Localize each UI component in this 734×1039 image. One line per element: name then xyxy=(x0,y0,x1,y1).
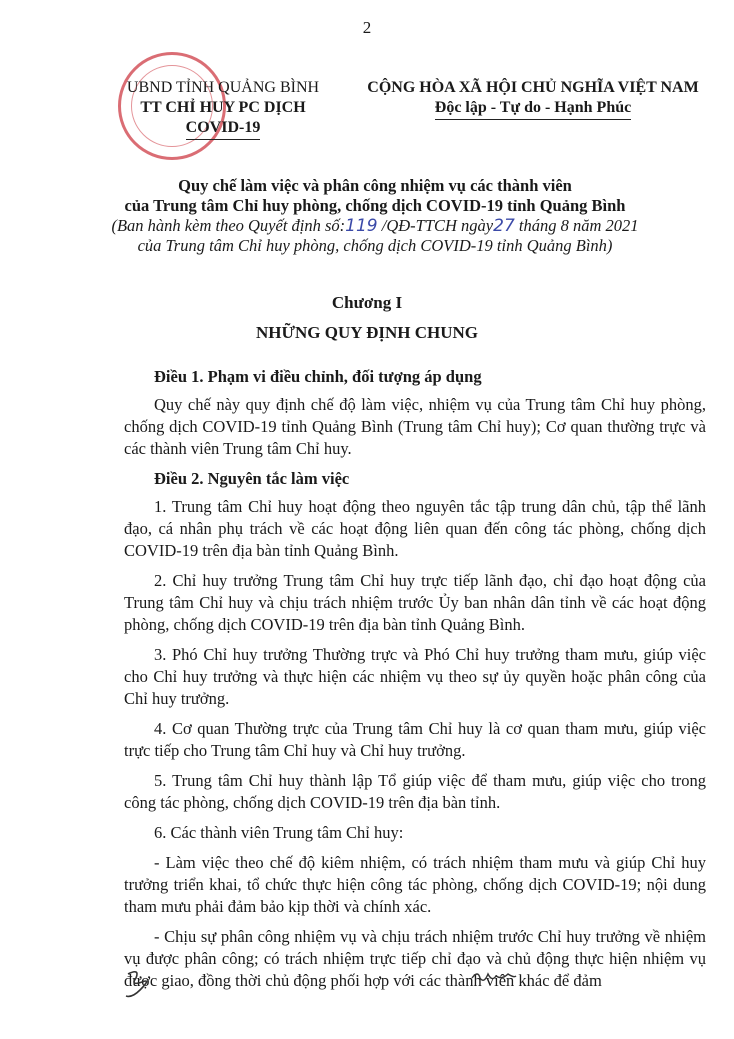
article-2-title: Điều 2. Nguyên tắc làm việc xyxy=(154,469,350,488)
decision-number: 119 xyxy=(345,216,378,236)
title-line-3 xyxy=(80,216,670,236)
chapter-name: NHỮNG QUY ĐỊNH CHUNG xyxy=(255,323,479,342)
title-line-1: Quy chế làm việc và phân công nhiệm vụ các thành viên xyxy=(178,176,572,195)
article-2-item-1: 1. Trung tâm Chỉ huy hoạt động theo nguyên tắc tập trung dân chủ, tập thể lãnh đạo, cá nhân phụ trách về các hoạt động liên quan đến công tác phòng, chống dịch COVID-19 trên địa bàn tỉnh Quảng Bình. xyxy=(124,497,706,560)
initial-signature-left xyxy=(122,966,162,1000)
page-number: 2 xyxy=(362,18,372,37)
article-2-item-6a: - Làm việc theo chế độ kiêm nhiệm, có trách nhiệm tham mưu và giúp Chỉ huy trưởng triển khai, tổ chức thực hiện công tác phòng, chống dịch COVID-19; nội dung tham mưu phải đảm bảo kịp thời và chính xác. xyxy=(124,853,706,916)
decision-ref: /QĐ-TTCH ngày xyxy=(377,216,494,235)
title-line-2: của Trung tâm Chỉ huy phòng, chống dịch COVID-19 tỉnh Quảng Bình xyxy=(124,196,626,215)
article-1-paragraph: Quy chế này quy định chế độ làm việc, nhiệm vụ của Trung tâm Chỉ huy phòng, chống dịch COVID-19 tỉnh Quảng Bình (Trung tâm Chỉ huy); Cơ quan thường trực và các thành viên Trung tâm Chỉ huy. xyxy=(124,395,706,458)
article-1-title: Điều 1. Phạm vi điều chỉnh, đối tượng áp dụng xyxy=(154,367,482,386)
initial-signature-right xyxy=(470,966,518,986)
title-line-4: của Trung tâm Chỉ huy phòng, chống dịch COVID-19 tỉnh Quảng Bình) xyxy=(137,236,613,255)
issuing-authority xyxy=(118,78,328,140)
authority-line-1: UBND TỈNH QUẢNG BÌNH xyxy=(126,79,320,96)
article-2-item-6b: - Chịu sự phân công nhiệm vụ và chịu trách nhiệm trước Chỉ huy trưởng về nhiệm vụ được phân công; có trách nhiệm trực tiếp chỉ đạo và chủ động thực hiện nhiệm vụ được giao, đồng thời chủ động phối hợp với các thành viên khác để đảm xyxy=(124,927,706,990)
authority-line-3: COVID-19 xyxy=(186,118,261,140)
motto-line-1: CỘNG HÒA XÃ HỘI CHỦ NGHĨA VIỆT NAM xyxy=(367,79,699,96)
chapter-heading xyxy=(0,288,734,348)
motto-line-2: Độc lập - Tự do - Hạnh Phúc xyxy=(435,98,631,120)
authority-line-2: TT CHỈ HUY PC DỊCH xyxy=(140,99,306,116)
article-2-item-3: 3. Phó Chỉ huy trưởng Thường trực và Phó Chỉ huy trưởng tham mưu, giúp việc cho Chỉ huy trưởng và thực hiện các nhiệm vụ theo sự ủy quyền hoặc phân công của Chỉ huy trưởng. xyxy=(124,645,706,708)
document-body xyxy=(124,366,706,1000)
decision-date: tháng 8 năm 2021 xyxy=(514,216,639,235)
document-title xyxy=(80,176,670,256)
chapter-number: Chương I xyxy=(331,293,403,312)
national-motto xyxy=(348,78,718,120)
decision-prefix: (Ban hành kèm theo Quyết định số: xyxy=(111,216,346,235)
decision-day: 27 xyxy=(493,216,515,236)
article-2-item-2: 2. Chỉ huy trưởng Trung tâm Chỉ huy trực tiếp lãnh đạo, chỉ đạo hoạt động của Trung tâm Chỉ huy và chịu trách nhiệm trước Ủy ban nhân dân tỉnh về các hoạt động phòng, chống dịch COVID-19 trên địa bàn tỉnh Quảng Bình. xyxy=(124,571,706,634)
article-2-item-5: 5. Trung tâm Chỉ huy thành lập Tổ giúp việc để tham mưu, giúp việc cho trong công tác phòng, chống dịch COVID-19 trên địa bàn tỉnh. xyxy=(124,771,706,812)
article-2-item-4: 4. Cơ quan Thường trực của Trung tâm Chỉ huy là cơ quan tham mưu, giúp việc trực tiếp cho Trung tâm Chỉ huy và Chỉ huy trưởng. xyxy=(124,719,706,760)
article-2-item-6: 6. Các thành viên Trung tâm Chỉ huy: xyxy=(154,823,404,842)
